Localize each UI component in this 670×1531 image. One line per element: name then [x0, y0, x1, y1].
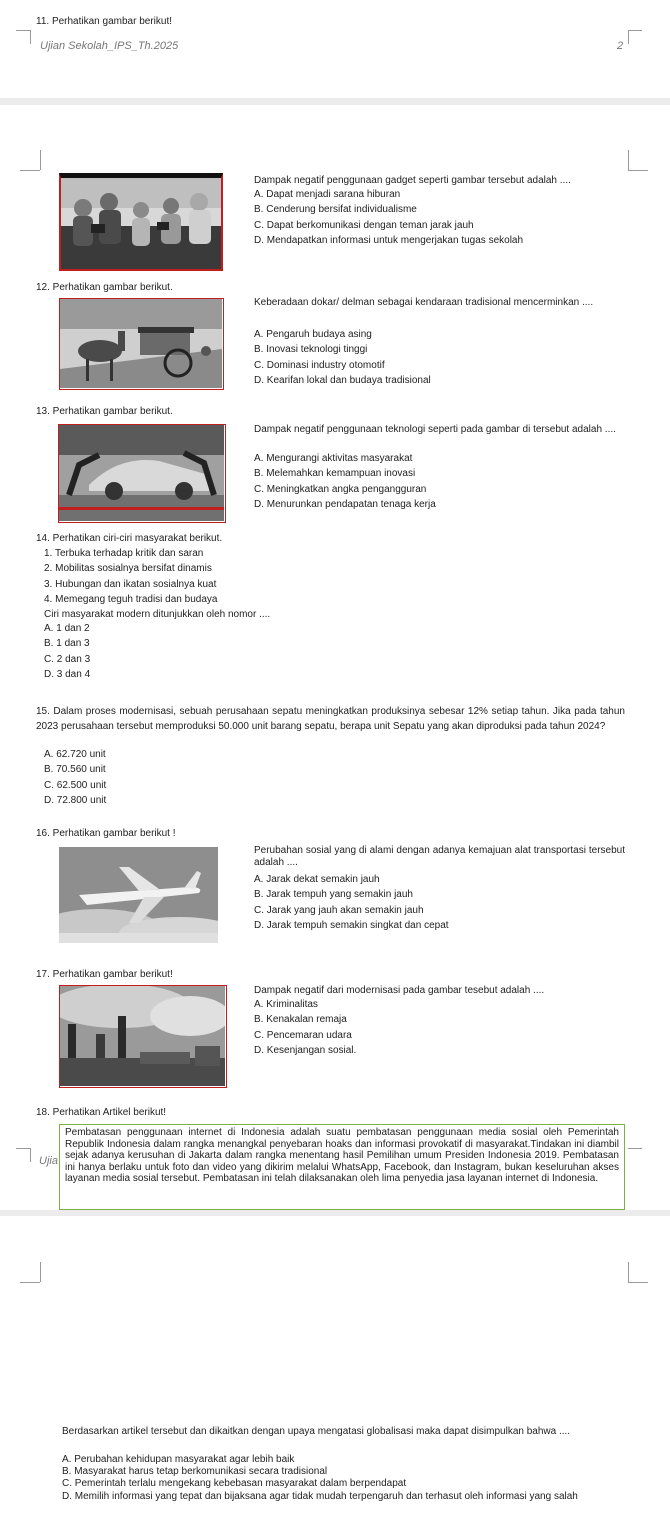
q13-option-d[interactable]: D. Menurunkan pendapatan tenaga kerja: [254, 498, 436, 510]
q15-stem: 15. Dalam proses modernisasi, sebuah perusahaan sepatu meningkatkan produksinya sebesar 12% setiap tahun. Jika pada tahun 2023 perusahaan tersebut memproduksi 50.000 unit barang sepatu, berapa unit Sepatu yang akan diproduksi pada tahun 2024?: [36, 706, 625, 732]
dokar-delman-photo: [59, 298, 224, 390]
q11-option-a[interactable]: A. Dapat menjadi sarana hiburan: [254, 189, 401, 200]
q14-option-c[interactable]: C. 2 dan 3: [44, 653, 91, 665]
q17-option-b[interactable]: B. Kenakalan remaja: [254, 1014, 347, 1026]
q18-intro: 18. Perhatikan Artikel berikut!: [36, 1107, 167, 1118]
q18-stem: Berdasarkan artikel tersebut dan dikaitkan dengan upaya mengatasi globalisasi maka dapat disimpulkan bahwa ....: [62, 1426, 571, 1437]
q18-article-text: Pembatasan penggunaan internet di Indonesia adalah suatu pembatasan penggunaan media sosial oleh Pemerintah Republik Indonesia dalam rangka menangkal penyebaran hoaks dan informasi provokatif di masyarakat.Tindakan ini diambil sejak adanya kerusuhan di Jakarta dalam rangka menentang hasil Pemilihan umum Presiden Indonesia 2019. Pembatasan ini hanya berlaku untuk foto dan video yang dikirim melalui WhatsApp, Facebook, dan Instagram, bukan keseluruhan akses layanan media sosial tersebut. Pembatasan ini telah dilaksanakan oleh lima penyedia jasa layanan internet di Indonesia.: [65, 1127, 619, 1185]
q12-option-b[interactable]: B. Inovasi teknologi tinggi: [254, 344, 368, 356]
q12-option-d[interactable]: D. Kearifan lokal dan budaya tradisional: [254, 374, 431, 386]
q18-option-a[interactable]: A. Perubahan kehidupan masyarakat agar lebih baik: [62, 1454, 295, 1465]
crop-mark: [20, 1282, 40, 1283]
q16-option-b[interactable]: B. Jarak tempuh yang semakin jauh: [254, 889, 413, 901]
factory-pollution-photo: [59, 985, 227, 1088]
q18-article-box: [59, 1124, 625, 1210]
q12-option-a[interactable]: A. Pengaruh budaya asing: [254, 329, 372, 340]
q16-stem: Perubahan sosial yang di alami dengan adanya kemajuan alat transportasi tersebut adalah ....: [254, 845, 625, 868]
q18-option-d[interactable]: D. Memilih informasi yang tepat dan bijaksana agar tidak mudah terpengaruh dan terhasut oleh informasi yang salah: [62, 1490, 578, 1502]
crop-mark: [628, 1262, 629, 1282]
q17-option-a[interactable]: A. Kriminalitas: [254, 999, 318, 1010]
q11-stem: Dampak negatif penggunaan gadget seperti gambar tersebut adalah ....: [254, 175, 571, 186]
q11-option-d[interactable]: D. Mendapatkan informasi untuk mengerjakan tugas sekolah: [254, 234, 524, 246]
family-gadget-photo: [59, 173, 223, 271]
q14-item-4: 4. Memegang teguh tradisi dan budaya: [44, 593, 218, 605]
crop-mark: [16, 30, 30, 31]
q15-option-b[interactable]: B. 70.560 unit: [44, 764, 106, 776]
q17-stem: Dampak negatif dari modernisasi pada gambar tesebut adalah ....: [254, 985, 545, 996]
q18-option-b[interactable]: B. Masyarakat harus tetap berkomunikasi secara tradisional: [62, 1466, 328, 1478]
q16-option-c[interactable]: C. Jarak yang jauh akan semakin jauh: [254, 904, 424, 916]
q16-option-a[interactable]: A. Jarak dekat semakin jauh: [254, 874, 380, 885]
crop-mark: [628, 1282, 648, 1283]
q14-items: [44, 546, 217, 607]
q15-option-c[interactable]: C. 62.500 unit: [44, 779, 107, 791]
airplane-photo: [59, 847, 218, 943]
crop-mark: [628, 30, 642, 31]
exam-title-fragment: Ujia: [39, 1155, 58, 1167]
crop-mark: [40, 1262, 41, 1282]
q12-intro: 12. Perhatikan gambar berikut.: [36, 282, 173, 293]
crop-mark: [628, 170, 648, 171]
q13-intro: 13. Perhatikan gambar berikut.: [36, 406, 173, 417]
q15-option-a[interactable]: A. 62.720 unit: [44, 749, 106, 760]
q12-options: [254, 327, 431, 388]
q11-option-c[interactable]: C. Dapat berkomunikasi dengan teman jarak jauh: [254, 219, 474, 231]
crop-mark: [30, 30, 31, 44]
q14-item-3: 3. Hubungan dan ikatan sosialnya kuat: [44, 578, 217, 590]
exam-title: Ujian Sekolah_IPS_Th.2025: [40, 40, 179, 52]
crop-mark: [628, 1148, 642, 1149]
q13-option-c[interactable]: C. Meningkatkan angka pengangguran: [254, 483, 427, 495]
q17-option-d[interactable]: D. Kesenjangan sosial.: [254, 1044, 357, 1056]
q14-intro: 14. Perhatikan ciri-ciri masyarakat berikut.: [36, 533, 223, 544]
crop-mark: [20, 170, 40, 171]
q14-options: [44, 621, 90, 682]
crop-mark: [40, 150, 41, 170]
q15-option-d[interactable]: D. 72.800 unit: [44, 794, 107, 806]
crop-mark: [30, 1148, 31, 1162]
q13-stem: Dampak negatif penggunaan teknologi seperti pada gambar di tersebut adalah ....: [254, 424, 616, 435]
q14-option-b[interactable]: B. 1 dan 3: [44, 638, 90, 650]
page-number: 2: [617, 40, 624, 52]
q13-option-a[interactable]: A. Mengurangi aktivitas masyarakat: [254, 453, 413, 464]
question-11-intro: 11. Perhatikan gambar berikut!: [36, 16, 173, 27]
crop-mark: [16, 1148, 30, 1149]
crop-mark: [628, 150, 629, 170]
q14-stem: Ciri masyarakat modern ditunjukkan oleh nomor ....: [44, 609, 271, 620]
q14-option-a[interactable]: A. 1 dan 2: [44, 623, 90, 634]
q12-option-c[interactable]: C. Dominasi industry otomotif: [254, 359, 385, 371]
q17-options: [254, 997, 356, 1058]
q13-options: [254, 451, 436, 512]
q17-intro: 17. Perhatikan gambar berikut!: [36, 969, 173, 980]
factory-robot-photo: [58, 424, 226, 523]
q15-options: [44, 747, 106, 808]
q18-options: [62, 1454, 625, 1503]
page-separator: [0, 1210, 670, 1216]
q16-option-d[interactable]: D. Jarak tempuh semakin singkat dan cepat: [254, 919, 449, 931]
q12-stem: Keberadaan dokar/ delman sebagai kendaraan tradisional mencerminkan ....: [254, 297, 594, 308]
q16-options: [254, 872, 449, 933]
q18-option-c[interactable]: C. Pemerintah terlalu mengekang kebebasan masyarakat dalam berpendapat: [62, 1478, 407, 1490]
q14-item-1: 1. Terbuka terhadap kritik dan saran: [44, 548, 204, 559]
q11-options: [254, 187, 523, 248]
page-separator: [0, 98, 670, 105]
q13-option-b[interactable]: B. Melemahkan kemampuan inovasi: [254, 468, 416, 480]
q16-intro: 16. Perhatikan gambar berikut !: [36, 828, 176, 839]
q14-item-2: 2. Mobilitas sosialnya bersifat dinamis: [44, 563, 212, 575]
crop-mark: [628, 30, 629, 44]
q17-option-c[interactable]: C. Pencemaran udara: [254, 1029, 352, 1041]
q11-option-b[interactable]: B. Cenderung bersifat individualisme: [254, 204, 417, 216]
q14-option-d[interactable]: D. 3 dan 4: [44, 668, 91, 680]
